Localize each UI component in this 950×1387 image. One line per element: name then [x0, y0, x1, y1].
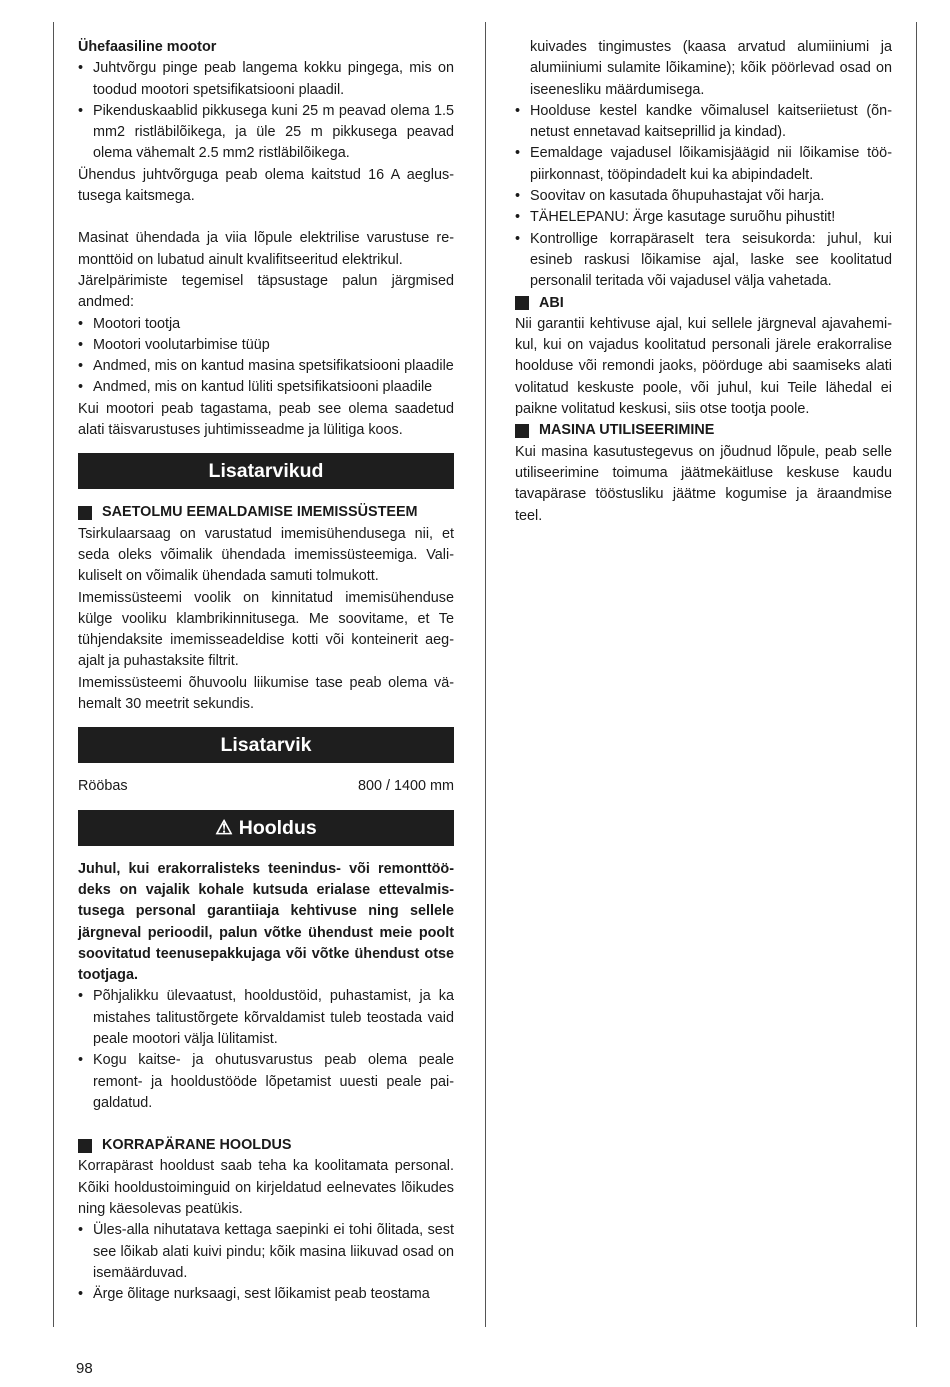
- square-bullet-icon: [515, 296, 529, 310]
- disposal-text: Kui masina kasutustegevus on jõudnud lõpule, peab selle utiliseerimine toimuma jäätmekäitluse keskuse kaudu tavapärase tööstusliku jäätme kogumise ja äraandmise teel.: [515, 443, 892, 524]
- square-bullet-icon: [78, 1139, 92, 1153]
- list-item: • Mootori tootja: [78, 314, 454, 335]
- abi-heading-text: ABI: [539, 294, 564, 311]
- list-item: • Kogu kaitse- ja ohutusvarustus peab olema peale remont- ja hooldustööde lõpetamist uuesti peale paigaldatud.: [78, 1050, 454, 1114]
- order-text: Järelpärimiste tegemisel täpsustage palun järgmised andmed:: [78, 272, 454, 311]
- connection-text: Ühendus juhtvõrguga peab olema kaitstud 16 A aeglustusega kaitsmega.: [78, 166, 454, 205]
- list-item: • Kontrollige korrapäraselt tera seisukorda: juhul, kui esineb raskusi lõikamise ajal, laske see koolitatud personalil teritada või vajadusel välja vahetada.: [515, 229, 892, 293]
- regular-maintenance-heading-text: KORRAPÄRANE HOOLDUS: [102, 1137, 292, 1154]
- spacer: [78, 1114, 454, 1135]
- dust-extraction-heading-text: SAETOLMU EEMALDAMISE IMEMISSÜSTEEM: [102, 504, 418, 521]
- list-item: • Hoolduse kestel kandke võimalusel kaitseriietust (õnnetust ennetavad kaitseprillid ja kindad).: [515, 101, 892, 144]
- list-item: • Andmed, mis on kantud masina spetsifikatsiooni plaadile: [78, 356, 454, 377]
- list-item: • TÄHELEPANU: Ärge kasutage suruõhu pihustit!: [515, 207, 892, 228]
- regular-maintenance-text: Korrapärast hooldust saab teha ka koolitamata personal. Kõiki hooldustoiminguid on kirjeldatud eelnevates lõikudes ning käesolevas peatükis.: [78, 1158, 454, 1218]
- order-list: [78, 314, 454, 399]
- maintenance-intro: Juhul, kui erakorralisteks teenindus- või remonttöödeks on vajalik kohale kutsuda erialase ettevalmistusega personal garantiiaja kehtivuse ning sellele järgneval perioodil, palun võtke ühendust meie poolt soovitatud teenusepakkujaga või võtke ühendust otse tootjaga.: [78, 860, 454, 984]
- list-item: • Ärge õlitage nurksaagi, sest lõikamist peab teostama: [78, 1284, 454, 1305]
- left-column-rule: [53, 22, 54, 1327]
- left-column: [78, 37, 454, 1306]
- regular-maintenance-heading: [78, 1135, 454, 1156]
- list-item: • Andmed, mis on kantud lüliti spetsifikatsiooni plaadile: [78, 377, 454, 398]
- accessory-banner: [78, 727, 454, 763]
- maintenance-banner: [78, 810, 454, 846]
- spacer: [78, 207, 454, 228]
- rail-label: Rööbas: [78, 778, 128, 795]
- list-item: • Üles-alla nihutatava kettaga saepinki ei tohi õlitada, sest see lõikab alati kuivi pindu; kõik masina liikuvad osad on isemäärduvad.: [78, 1220, 454, 1284]
- rail-spec-row: [78, 776, 454, 797]
- maintenance-banner-title: Hooldus: [238, 816, 317, 839]
- list-item: • Juhtvõrgu pinge peab langema kokku pingega, mis on toodud mootori spetsifikatsiooni plaadil.: [78, 58, 454, 101]
- single-phase-list: [78, 58, 454, 164]
- right-column-rule: [916, 22, 917, 1327]
- regular-maintenance-list: [78, 1220, 454, 1305]
- disposal-heading: [515, 420, 892, 441]
- right-column: [515, 37, 892, 527]
- list-item: • Soovitav on kasutada õhupuhastajat või harja.: [515, 186, 892, 207]
- list-item: • Mootori voolutarbimise tüüp: [78, 335, 454, 356]
- single-phase-heading: Ühefaasiline mootor: [78, 39, 217, 55]
- abi-heading: [515, 293, 892, 314]
- warning-triangle-icon: ⚠: [215, 816, 233, 839]
- accessory-banner-title: Lisatarvik: [220, 734, 312, 757]
- return-text: Kui mootori peab tagastama, peab see olema saadetud alati täisvarustuses juhtimisseadme ja lülitiga koos.: [78, 400, 454, 439]
- maintenance-list: [78, 986, 454, 1114]
- continuation-text: kuivades tingimustes (kaasa arvatud alumiiniumi ja alumiiniumi sulamite lõikamine); kõik pöörlevad osad on iseenesliku määrdumisega.: [530, 39, 892, 98]
- square-bullet-icon: [515, 424, 529, 438]
- abi-text: Nii garantii kehtivuse ajal, kui sellele järgneval ajavahemikul, kui on vajadus koolitatud personali järele erakorralise hoolduse või remondi jaoks, pöörduge abi saamiseks alati volitatud keskuste poole, või juhul, kui Teile lähedal ei paikne volitatud keskusi, siis otse tootja poole.: [515, 315, 892, 418]
- accessories-banner: [78, 453, 454, 489]
- accessories-banner-title: Lisatarvikud: [208, 460, 324, 483]
- center-column-rule: [485, 22, 486, 1327]
- page-number: 98: [76, 1360, 93, 1377]
- list-item: • Pikenduskaablid pikkusega kuni 25 m peavad olema 1.5 mm2 ristläbilõikega, ja üle 25 m pikkusega peavad olema vähemalt 2.5 mm2 ristläbilõikega.: [78, 101, 454, 165]
- installation-text: Masinat ühendada ja viia lõpule elektrilise varustuse remonttöid on lubatud ainult kvalifitseeritud elektrikul.: [78, 230, 454, 268]
- disposal-heading-text: MASINA UTILISEERIMINE: [539, 422, 715, 439]
- dust-text-3: Imemissüsteemi õhuvoolu liikumise tase peab olema vähemalt 30 meetrit sekundis.: [78, 674, 454, 713]
- care-list: [515, 101, 892, 293]
- list-item: • Eemaldage vajadusel lõikamisjäägid nii lõikamise tööpiirkonnast, tööpindadelt kui ka abipindadelt.: [515, 143, 892, 186]
- dust-text-2: Imemissüsteemi voolik on kinnitatud imemisühenduse külge vooliku klambrikinnitusega. Me soovitame, et Te tühjendaksite imemisseadeldise kotti või konteinerit aegajalt ja puhastaksite filtrit.: [78, 589, 454, 670]
- dust-extraction-heading: [78, 502, 454, 523]
- list-item: • Põhjalikku ülevaatust, hooldustöid, puhastamist, ja ka mistahes talitustõrgete kõrvaldamist tuleb teostada vaid peale mootori välja lülitamist.: [78, 986, 454, 1050]
- rail-value: 800 / 1400 mm: [358, 778, 454, 795]
- square-bullet-icon: [78, 506, 92, 520]
- dust-text-1: Tsirkulaarsaag on varustatud imemisühendusega nii, et seda oleks võimalik ühendada imemissüsteemiga. Valikuliselt on võimalik ühendada samuti tolmukott.: [78, 525, 454, 585]
